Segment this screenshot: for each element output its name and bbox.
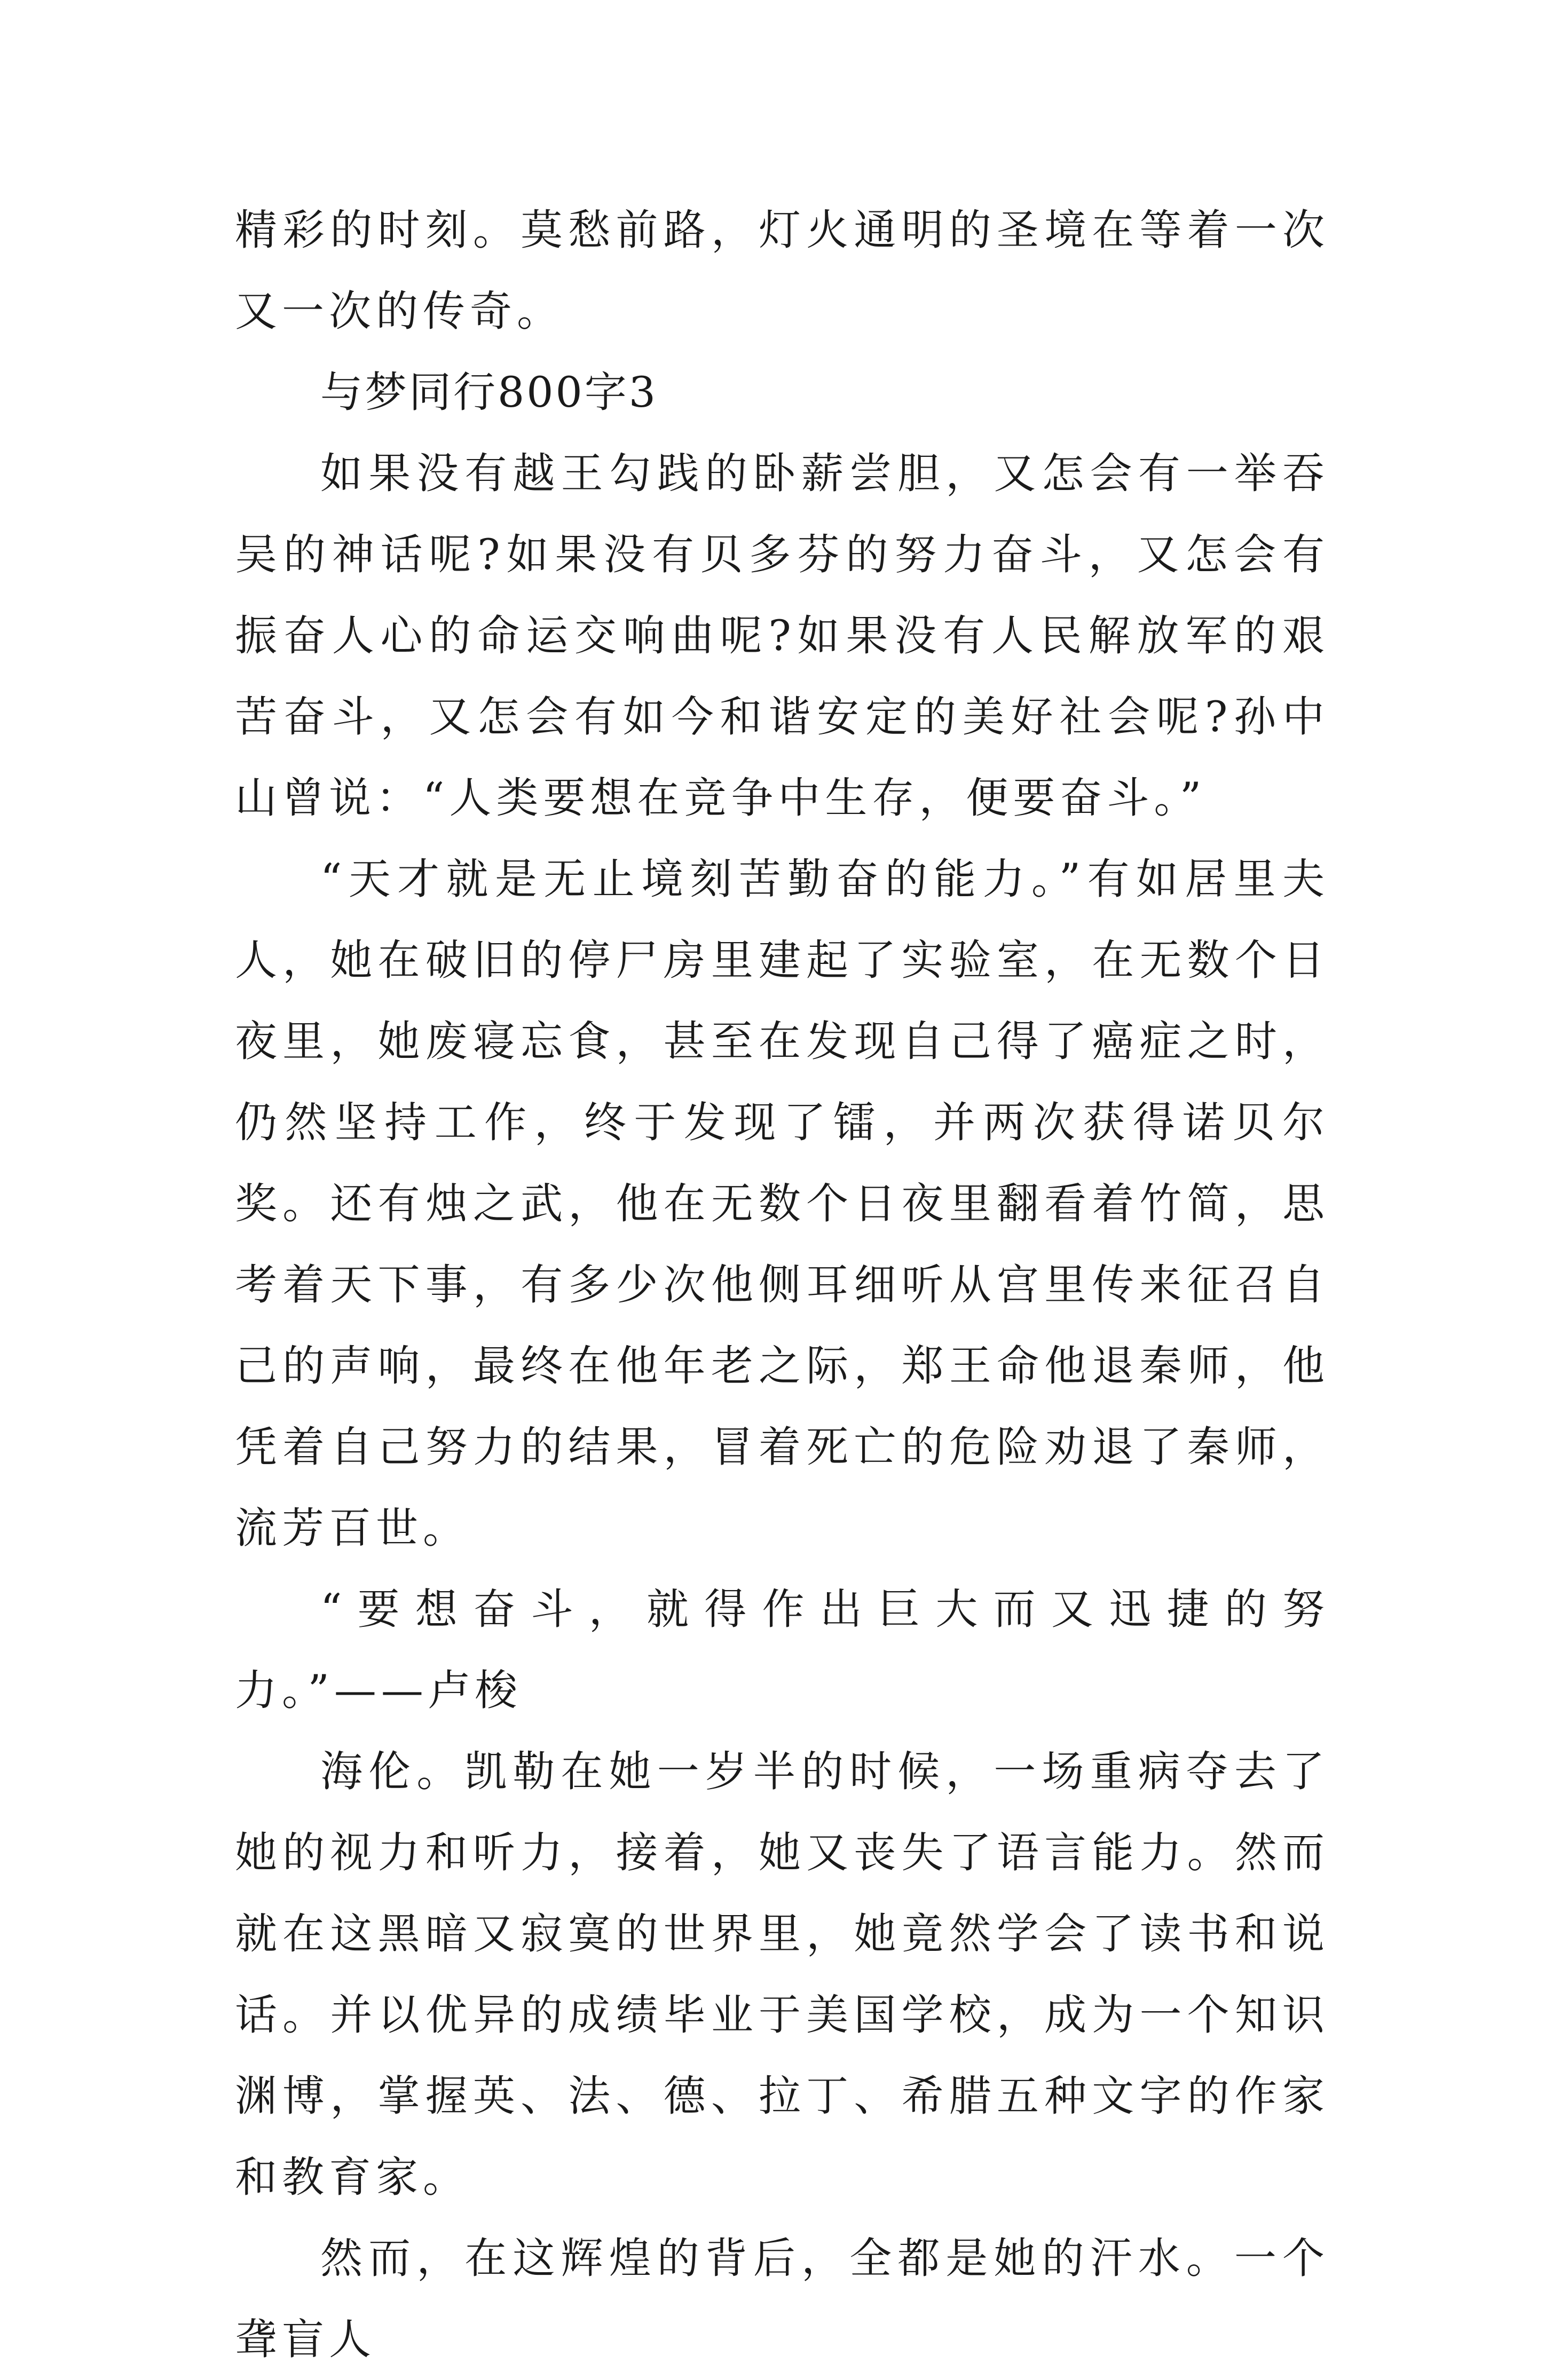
paragraph-quote-rousseau: “要想奋斗，就得作出巨大而又迅捷的努力。”——卢梭 [235,1585,1329,1715]
paragraph-curie: “天才就是无止境刻苦勤奋的能力。”有如居里夫人，她在破旧的停尸房里建起了实验室，在无数个日夜里，她废寝忘食，甚至在发现自己得了癌症之时，仍然坚持工作，终于发现了镭，并两次获得诺贝尔奖。还有烛之武，他在无数个日夜里翻看着竹简，思考着天下事，有多少次他侧耳细听从宫里传来征召自己的声响，最终在他年老之际，郑王命他退秦师，他凭着自己努力的结果，冒着死亡的危险劝退了秦师，流芳百世。 [235,855,1329,1553]
section-heading: 与梦同行800字3 [320,368,658,417]
paragraph-helen-keller: 海伦。凯勒在她一岁半的时候，一场重病夺去了她的视力和听力，接着，她又丧失了语言能力。然而就在这黑暗又寂寞的世界里，她竟然学会了读书和说话。并以优异的成绩毕业于美国学校，成为一个知识渊博，掌握英、法、德、拉丁、希腊五种文字的作家和教育家。 [235,1747,1329,2202]
paragraph-intro: 如果没有越王勾践的卧薪尝胆，又怎会有一举吞吴的神话呢?如果没有贝多芬的努力奋斗，又怎会有振奋人心的命运交响曲呢?如果没有人民解放军的艰苦奋斗，又怎会有如今和谐安定的美好社会呢?孙中山曾说：“人类要想在竞争中生存，便要奋斗。” [235,449,1329,823]
document-body [235,189,1329,2380]
paragraph-closing: 然而，在这辉煌的背后，全都是她的汗水。一个聋盲人 [235,2234,1329,2364]
paragraph-continuation: 精彩的时刻。莫愁前路，灯火通明的圣境在等着一次又一次的传奇。 [235,205,1329,336]
